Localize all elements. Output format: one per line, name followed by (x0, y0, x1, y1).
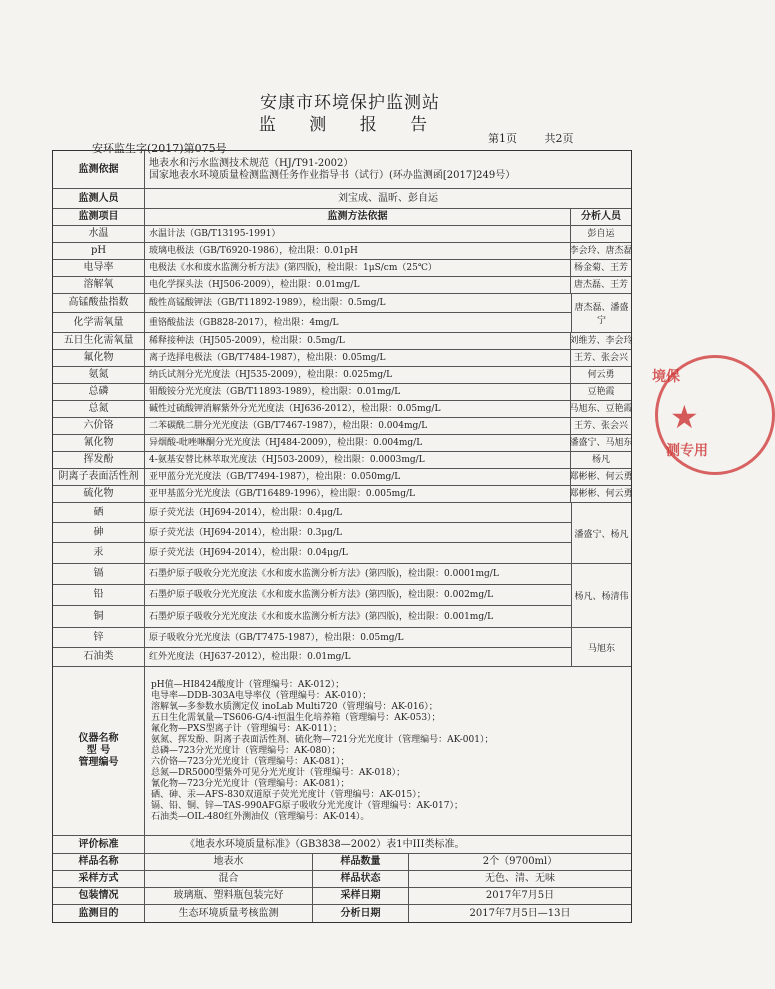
row-item: 砷 (53, 523, 145, 542)
row-item: 镉 (53, 564, 145, 584)
row-analyst: 刘维芳、李会玲 (569, 336, 633, 346)
instrument-line: 电导率—DDB-303A电导率仪（管理编号：AK-010）； (151, 690, 372, 701)
instruments-list (145, 667, 631, 835)
report-title: 监 测 报 告 (258, 115, 442, 135)
row-item: 氰化物 (53, 435, 145, 451)
row-method: 原子荧光法（HJ694-2014），检出限：0.3μg/L (149, 527, 343, 538)
instruments-label-line: 管理编号 (78, 757, 119, 768)
evaluation-value: 《地表水环境质量标准》（GB3838—2002）表1中III类标准。 (185, 838, 465, 850)
row-analyst: 王芳、张会兴 (574, 421, 629, 431)
info-label: 样品名称 (53, 854, 145, 870)
group-analyst: 潘盛宁、杨凡 (574, 529, 629, 540)
group-rows (53, 503, 572, 563)
instrument-line: 溶解氧—多参数水质测定仪 inoLab Multi720（管理编号：AK-016）； (151, 701, 438, 712)
row-analyst: 潘盛宁、马旭东 (569, 438, 633, 448)
row-method: 重铬酸盐法（GB828-2017），检出限：4mg/L (149, 317, 339, 328)
table-row (53, 418, 631, 435)
row-item: 氨氮 (53, 367, 145, 383)
group-rows (53, 294, 572, 332)
instrument-line: 镉、铅、铜、锌—TAS-990AFG原子吸收分光光度计（管理编号：AK-017）； (151, 800, 463, 811)
basis-value (145, 151, 631, 188)
table-row (53, 260, 631, 277)
info-label: 样品状态 (313, 871, 409, 887)
row-item: 水温 (53, 226, 145, 242)
table-row (53, 350, 631, 367)
row-method: 酸性高锰酸钾法（GB/T11892-1989），检出限：0.5mg/L (149, 298, 386, 308)
instrument-line: 总氮—DR5000型紫外可见分光光度计（管理编号：AK-018）； (151, 767, 406, 778)
row-item: 溶解氧 (53, 277, 145, 293)
info-label: 分析日期 (313, 905, 409, 922)
table-row (53, 523, 571, 543)
row-method: 石墨炉原子吸收分光光度法《水和废水监测分析方法》(第四版)，检出限：0.002mg/L (149, 590, 494, 600)
row-item: 硒 (53, 503, 145, 522)
table-row (53, 628, 571, 648)
row-method: 异烟酸-吡唑啉酮分光光度法（HJ484-2009），检出限：0.004mg/L (145, 435, 571, 451)
table-row (53, 226, 631, 243)
row-method: 4-氨基安替比林萃取光度法（HJ503-2009），检出限：0.0003mg/L (145, 452, 571, 468)
row-item: 总氮 (53, 401, 145, 417)
atomic-fluorescence-group (53, 503, 631, 564)
instruments-label-line: 型 号 (86, 745, 111, 756)
seal-text-bottom: 测专用 (666, 443, 708, 459)
info-value: 2个（9700ml） (482, 856, 558, 867)
column-item-header: 监测项目 (53, 209, 145, 225)
row-item: 铜 (53, 606, 145, 627)
row-item: 高锰酸盐指数 (53, 294, 145, 312)
group-analyst: 杨凡、杨清伟 (574, 592, 629, 602)
page-total: 共2页 (544, 132, 574, 145)
row-analyst: 豆艳霞 (587, 387, 615, 397)
row-item: 硫化物 (53, 486, 145, 502)
table-row (53, 486, 631, 503)
group-analyst: 马旭东 (587, 643, 615, 654)
row-analyst: 王芳、张会兴 (574, 353, 629, 363)
table-row (53, 294, 571, 313)
zinc-oil-group (53, 628, 631, 667)
table-row (53, 452, 631, 469)
instrument-line: 硒、砷、汞—AFS-830双道原子荧光光度计（管理编号：AK-015）； (151, 789, 426, 800)
table-row (53, 564, 571, 585)
row-method: 原子吸收分光光度法（GB/T7475-1987），检出限：0.05mg/L (149, 632, 404, 643)
table-row (53, 277, 631, 294)
row-method: 亚甲蓝分光光度法（GB/T7494-1987），检出限：0.050mg/L (145, 469, 571, 485)
instruments-label-line: 仪器名称 (78, 733, 119, 744)
row-item: 总磷 (53, 384, 145, 400)
personnel-row (53, 189, 631, 209)
row-method: 石墨炉原子吸收分光光度法《水和废水监测分析方法》(第四版)，检出限：0.0001mg/L (149, 569, 499, 579)
basis-row (53, 151, 631, 189)
row-analyst: 李会玲、唐杰磊 (569, 246, 633, 256)
graphite-furnace-group (53, 564, 631, 628)
info-value: 地表水 (145, 854, 313, 870)
official-seal (652, 355, 775, 475)
sample-info-row (53, 905, 631, 922)
row-item: 锌 (53, 628, 145, 647)
instrument-line: 五日生化需氧量—TS606-G/4-i恒温生化培养箱（管理编号：AK-053）； (151, 712, 441, 723)
info-label: 包装情况 (53, 888, 145, 904)
row-item: 铅 (53, 585, 145, 605)
instrument-line: 氰化物—723分光光度计（管理编号：AK-081）； (151, 778, 350, 789)
table-row (53, 367, 631, 384)
table-row (53, 401, 631, 418)
instruments-row (53, 667, 631, 836)
row-item: 氟化物 (53, 350, 145, 366)
report-table (52, 150, 632, 923)
basis-line: 国家地表水环境质量检测监测任务作业指导书（试行）(环办监测函[2017]249号） (149, 169, 516, 181)
info-label: 采样方式 (53, 871, 145, 887)
row-item: 五日生化需氧量 (53, 333, 145, 349)
info-value: 混合 (145, 871, 313, 887)
row-analyst: 郑彬彬、何云勇 (569, 489, 633, 499)
row-analyst: 唐杰磊、王芳 (574, 280, 629, 290)
table-row (53, 435, 631, 452)
row-method: 电化学探头法（HJ506-2009），检出限：0.01mg/L (145, 277, 571, 293)
column-method-header: 监测方法依据 (145, 209, 571, 225)
table-row (53, 606, 571, 627)
table-row (53, 585, 571, 606)
row-method: 原子荧光法（HJ694-2014），检出限：0.04μg/L (149, 548, 348, 558)
row-method: 碱性过硫酸钾消解紫外分光光度法（HJ636-2012），检出限：0.05mg/L (145, 401, 571, 417)
row-analyst: 郑彬彬、何云勇 (569, 472, 633, 482)
row-method: 钼酸铵分光光度法（GB/T11893-1989），检出限：0.01mg/L (145, 384, 571, 400)
row-method: 水温计法（GB/T13195-1991） (145, 226, 571, 242)
row-method: 亚甲基蓝分光光度法（GB/T16489-1996），检出限：0.005mg/L (145, 486, 571, 502)
permanganate-group (53, 294, 631, 333)
station-name: 安康市环境保护监测站 (260, 93, 440, 113)
row-item: 电导率 (53, 260, 145, 276)
table-row (53, 243, 631, 260)
table-row (53, 384, 631, 401)
instrument-line: 总磷—723分光光度计（管理编号：AK-080）； (151, 745, 341, 756)
row-method: 纳氏试剂分光光度法（HJ535-2009），检出限：0.025mg/L (145, 367, 571, 383)
table-row (53, 469, 631, 486)
row-item: 汞 (53, 543, 145, 563)
evaluation-label: 评价标准 (53, 836, 145, 853)
table-row (53, 648, 571, 666)
table-row (53, 503, 571, 523)
table-row (53, 313, 571, 332)
info-label: 样品数量 (313, 854, 409, 870)
instrument-line: 氟化物—PXS型离子计（管理编号：AK-011）； (151, 723, 342, 734)
row-method: 电极法《水和废水监测分析方法》(第四版)，检出限：1μS/cm（25℃） (145, 260, 571, 276)
row-analyst: 彭自运 (587, 229, 615, 239)
row-analyst: 杨金菊、王芳 (574, 263, 629, 273)
row-item: 化学需氧量 (53, 313, 145, 332)
instrument-line: pH值—HI8424酸度计（管理编号：AK-012）； (151, 679, 345, 690)
basis-line: 地表水和污水监测技术规范（HJ/T91-2002） (149, 157, 354, 169)
row-analyst: 杨凡 (591, 455, 610, 465)
basis-label: 监测依据 (53, 151, 145, 188)
row-method: 玻璃电极法（GB/T6920-1986），检出限：0.01pH (145, 243, 571, 259)
row-analyst: 何云勇 (587, 370, 615, 380)
row-method: 稀释接种法（HJ505-2009），检出限：0.5mg/L (145, 333, 571, 349)
row-method: 石墨炉原子吸收分光光度法《水和废水监测分析方法》(第四版)，检出限：0.001mg/L (149, 611, 494, 622)
row-item: 六价铬 (53, 418, 145, 434)
row-method: 二苯碳酰二肼分光光度法（GB/T7467-1987），检出限：0.004mg/L (145, 418, 571, 434)
info-label: 采样日期 (313, 888, 409, 904)
page-info (488, 130, 598, 146)
column-analyst-header: 分析人员 (581, 211, 621, 222)
instrument-line: 石油类—OIL-480红外测油仪（管理编号：AK-014）。 (151, 811, 370, 822)
info-label: 监测目的 (53, 905, 145, 922)
info-value: 无色、清、无味 (485, 873, 555, 884)
instrument-line: 六价铬—723分光光度计（管理编号：AK-081）； (151, 756, 350, 767)
sample-info-row (53, 871, 631, 888)
personnel-label: 监测人员 (53, 189, 145, 208)
sample-info-row (53, 854, 631, 871)
row-method: 红外光度法（HJ637-2012），检出限：0.01mg/L (149, 652, 351, 662)
document-number: 安环监生字(2017)第075号 (92, 142, 227, 155)
row-item: 挥发酚 (53, 452, 145, 468)
table-row (53, 543, 571, 563)
seal-text-top: 境保 (652, 369, 680, 385)
info-value: 2017年7月5日—13日 (469, 907, 571, 919)
row-method: 原子荧光法（HJ694-2014），检出限：0.4μg/L (149, 507, 343, 518)
personnel-value: 刘宝成、温昕、彭自运 (338, 192, 438, 204)
group-rows (53, 564, 572, 627)
seal-star-icon: ★ (670, 398, 699, 436)
group-rows (53, 628, 572, 666)
info-value: 玻璃瓶、塑料瓶包装完好 (145, 888, 313, 904)
info-value: 2017年7月5日 (485, 890, 555, 901)
sample-info-row (53, 888, 631, 905)
table-row (53, 333, 631, 350)
row-item: 阴离子表面活性剂 (53, 469, 145, 485)
instruments-label (53, 667, 145, 835)
row-analyst: 马旭东、豆艳霞 (569, 404, 633, 414)
row-item: 石油类 (53, 648, 145, 666)
page-number: 第1页 (488, 132, 517, 145)
column-header-row (53, 209, 631, 226)
row-item: pH (53, 243, 145, 259)
row-method: 离子选择电极法（GB/T7484-1987），检出限：0.05mg/L (145, 350, 571, 366)
evaluation-row (53, 836, 631, 854)
group-analyst: 唐杰磊、潘盛宁 (574, 303, 629, 326)
info-value: 生态环境质量考核监测 (145, 905, 313, 922)
instrument-line: 氨氮、挥发酚、阴离子表面活性剂、硫化物—721分光光度计（管理编号：AK-001）； (151, 734, 494, 745)
